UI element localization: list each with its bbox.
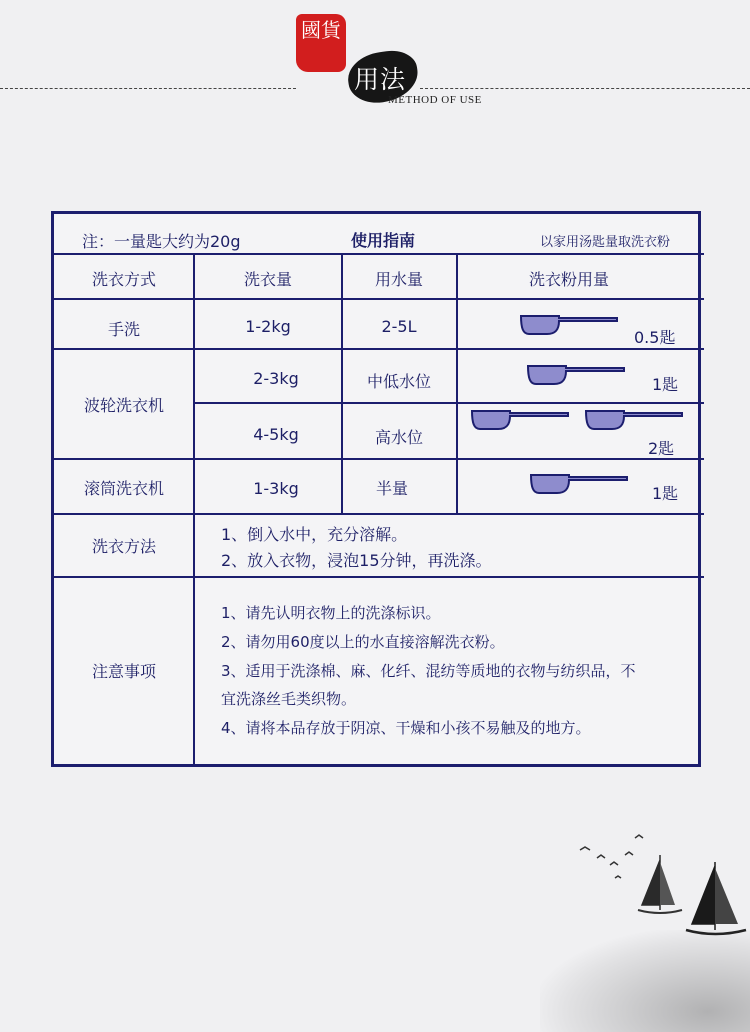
note-line: 3、适用于洗涤棉、麻、化纤、混纺等质地的衣物与纺织品，不 — [221, 662, 636, 680]
row-dose: 1匙 — [652, 375, 679, 394]
measuring-spoon-icon — [519, 312, 619, 336]
row-amount: 2-3kg — [253, 369, 299, 388]
divider-right — [420, 88, 750, 89]
row-method: 波轮洗衣机 — [83, 396, 165, 415]
scoop-weight-note: 注：一量匙大约为20g — [82, 232, 241, 251]
measuring-spoon-icon — [529, 471, 629, 495]
row-water: 2-5L — [381, 317, 417, 336]
row-method: 滚筒洗衣机 — [83, 479, 165, 498]
note-line: 1、请先认明衣物上的洗涤标识。 — [221, 604, 441, 622]
measuring-spoon-icon — [526, 362, 626, 386]
usage-guide-table — [51, 211, 701, 767]
row-dose: 0.5匙 — [634, 328, 676, 347]
usage-title: 用法 — [354, 65, 407, 94]
wash-method-label: 洗衣方法 — [91, 537, 157, 556]
guide-title: 使用指南 — [350, 231, 416, 250]
col-header-amount: 洗衣量 — [243, 270, 293, 289]
row-amount: 1-2kg — [245, 317, 291, 336]
row-water: 半量 — [375, 479, 409, 498]
measuring-spoon-icon — [470, 407, 570, 431]
measuring-spoon-icon — [584, 407, 684, 431]
note-line: 4、请将本品存放于阴凉、干燥和小孩不易触及的地方。 — [221, 719, 591, 737]
wash-step: 2、放入衣物，浸泡15分钟，再洗涤。 — [221, 551, 492, 570]
note-line: 2、请勿用60度以上的水直接溶解洗衣粉。 — [221, 633, 505, 651]
row-water: 高水位 — [374, 428, 424, 447]
col-header-method: 洗衣方式 — [91, 270, 157, 289]
col-header-water: 用水量 — [374, 270, 424, 289]
wash-step: 1、倒入水中，充分溶解。 — [221, 525, 408, 544]
row-dose: 1匙 — [652, 484, 679, 503]
row-amount: 4-5kg — [253, 425, 299, 444]
divider-left — [0, 88, 296, 89]
col-header-dose: 洗衣粉用量 — [528, 270, 610, 289]
method-of-use-subtitle: METHOD OF USE — [388, 94, 482, 106]
row-method: 手洗 — [107, 320, 141, 339]
row-amount: 1-3kg — [253, 479, 299, 498]
note-line: 宜洗涤丝毛类织物。 — [221, 690, 357, 708]
guohuo-seal: 國貨 — [296, 14, 346, 72]
mountain-shadow — [540, 930, 750, 1032]
row-water: 中低水位 — [366, 372, 432, 391]
notes-label: 注意事项 — [91, 662, 157, 681]
row-dose: 2匙 — [648, 439, 675, 458]
sailboat-icon — [680, 860, 750, 940]
scoop-measure-note: 以家用汤匙量取洗衣粉 — [540, 235, 671, 250]
